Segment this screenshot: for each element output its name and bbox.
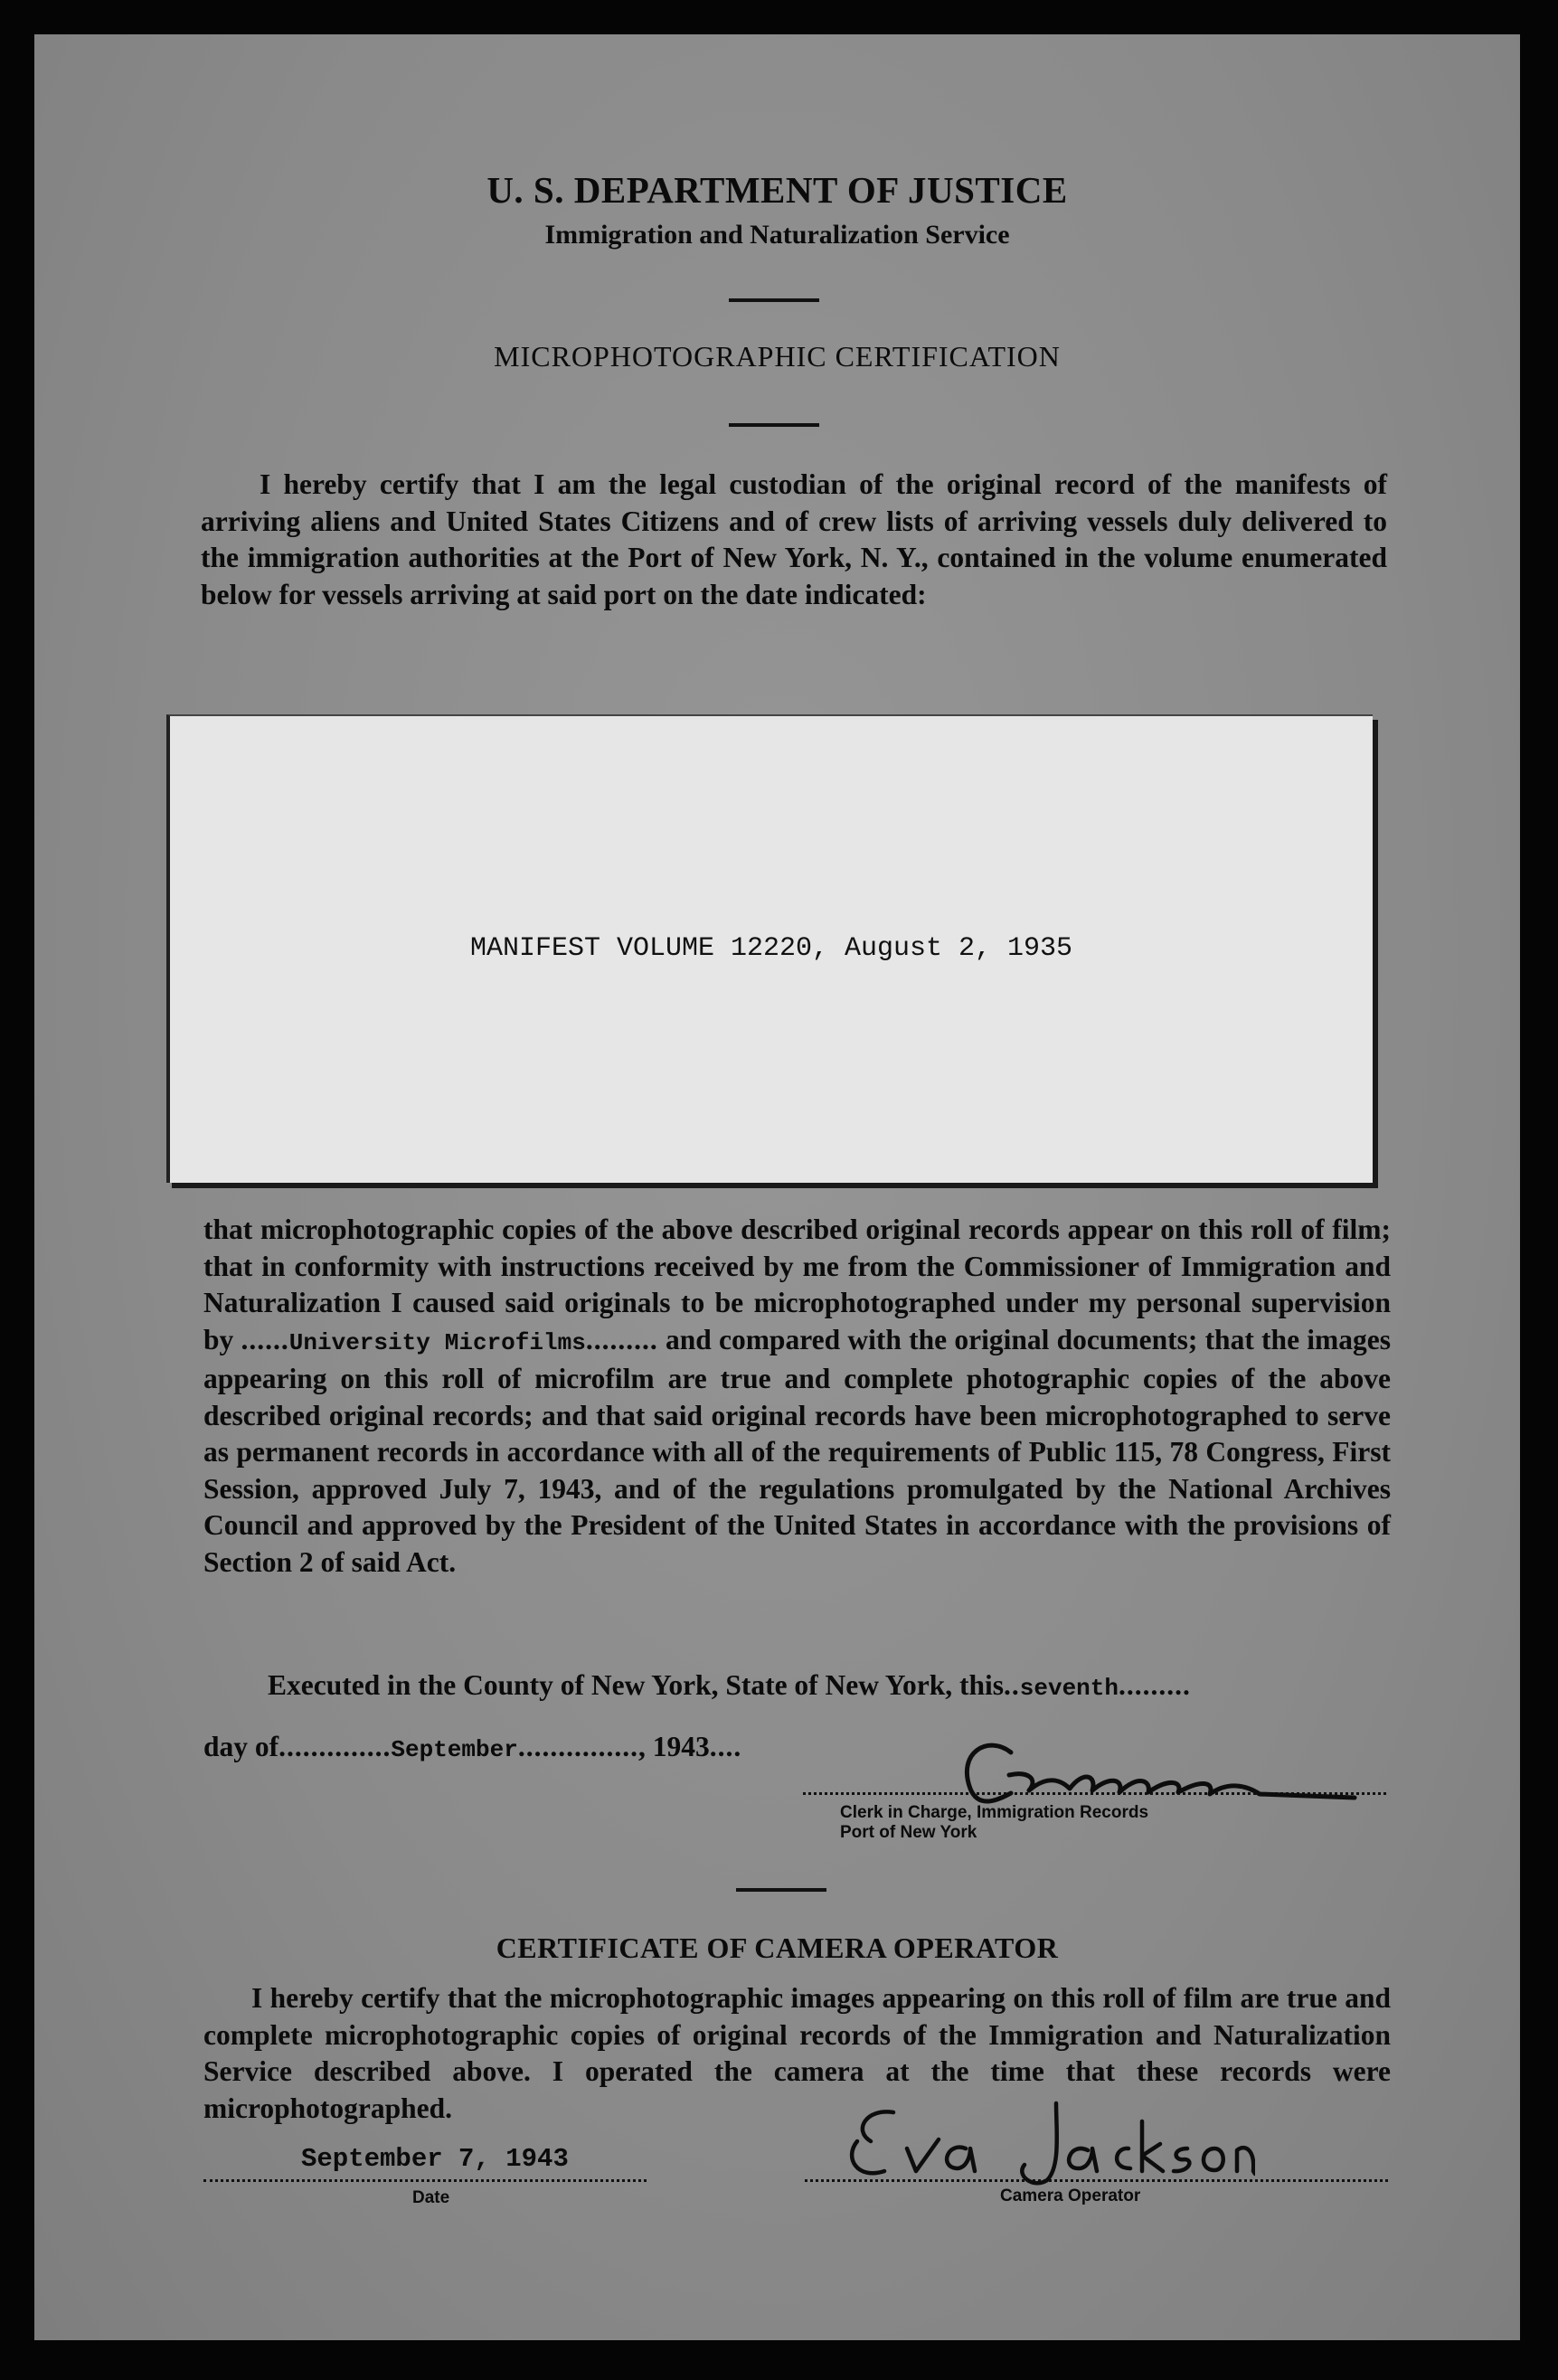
execution-prefix: Executed in the County of New York, State of New York, this	[268, 1669, 1005, 1701]
camera-operator-title: CERTIFICATE OF CAMERA OPERATOR	[496, 1931, 1059, 1964]
fill-dots: ....	[709, 1731, 742, 1762]
divider	[736, 1888, 826, 1892]
fill-dots: ...............	[517, 1731, 638, 1762]
day-of-line	[203, 1731, 741, 1763]
date-line	[203, 2179, 647, 2182]
day-of-label: day of	[203, 1731, 279, 1762]
camera-operator-signature	[830, 2085, 1255, 2194]
certificate-sheet	[34, 34, 1520, 2340]
divider	[729, 423, 819, 427]
service-subtitle: Immigration and Naturalization Service	[544, 220, 1010, 250]
execution-month: September	[391, 1736, 518, 1763]
execution-line	[268, 1669, 1191, 1702]
fill-dots: ......	[241, 1323, 289, 1355]
fill-dots: ..............	[279, 1731, 392, 1762]
camera-date-value: September 7, 1943	[301, 2144, 569, 2174]
record-card	[166, 714, 1373, 1183]
body-paragraph	[203, 1212, 1391, 1581]
fill-dots: ..	[1004, 1669, 1020, 1701]
manifest-volume-text: MANIFEST VOLUME 12220, August 2, 1935	[469, 933, 1073, 964]
clerk-title-line2: Port of New York	[840, 1823, 977, 1842]
fill-dots: .........	[585, 1323, 658, 1355]
photographer-name: University Microfilms	[288, 1328, 586, 1356]
clerk-title-line1: Clerk in Charge, Immigration Records	[840, 1803, 1149, 1822]
date-label: Date	[412, 2188, 450, 2207]
camera-operator-statement: I hereby certify that the microphotographic images appearing on this roll of film are true and complete microphotographic copies of original records of the Immigration and Naturalization Service described above. I operated the camera at the time that these records were microphotographed.	[203, 1982, 1391, 2124]
certification-title: MICROPHOTOGRAPHIC CERTIFICATION	[494, 340, 1061, 373]
execution-day: seventh	[1019, 1675, 1119, 1702]
department-title: U. S. DEPARTMENT OF JUSTICE	[486, 169, 1068, 211]
camera-operator-label: Camera Operator	[1000, 2186, 1141, 2205]
body-part2: and compared with the original documents; that the images appearing on this roll of microfilm are true and complete photographic copies of the above described original records; and that said original records have been microphotographed to serve as permanent records in accordance with all of the requirements of Public 115, 78 Congress, First Session, approved July 7, 1943, and of the regulations promulgated by the National Archives Council and approved by the President of the United States in accordance with the provisions of Section 2 of said Act.	[203, 1323, 1392, 1578]
execution-year: , 1943	[637, 1731, 710, 1762]
divider	[729, 298, 819, 302]
fill-dots: .........	[1118, 1669, 1191, 1701]
clerk-title	[840, 1803, 1148, 1843]
intro-paragraph: I hereby certify that I am the legal custodian of the original record of the manifests of arriving aliens and United States Citizens and of crew lists of arriving vessels duly delivered to the immigration authorities at the Port of New York, N. Y., contained in the volume enumerated below for vessels arriving at said port on the date indicated:	[201, 468, 1387, 610]
body-part1: that microphotographic copies of the above described original records appear on this roll of film; that in conformity with instructions received by me from the Commissioner of Immigration and Naturalization I caused said originals to be microphotographed under my personal supervision by	[203, 1214, 1391, 1355]
